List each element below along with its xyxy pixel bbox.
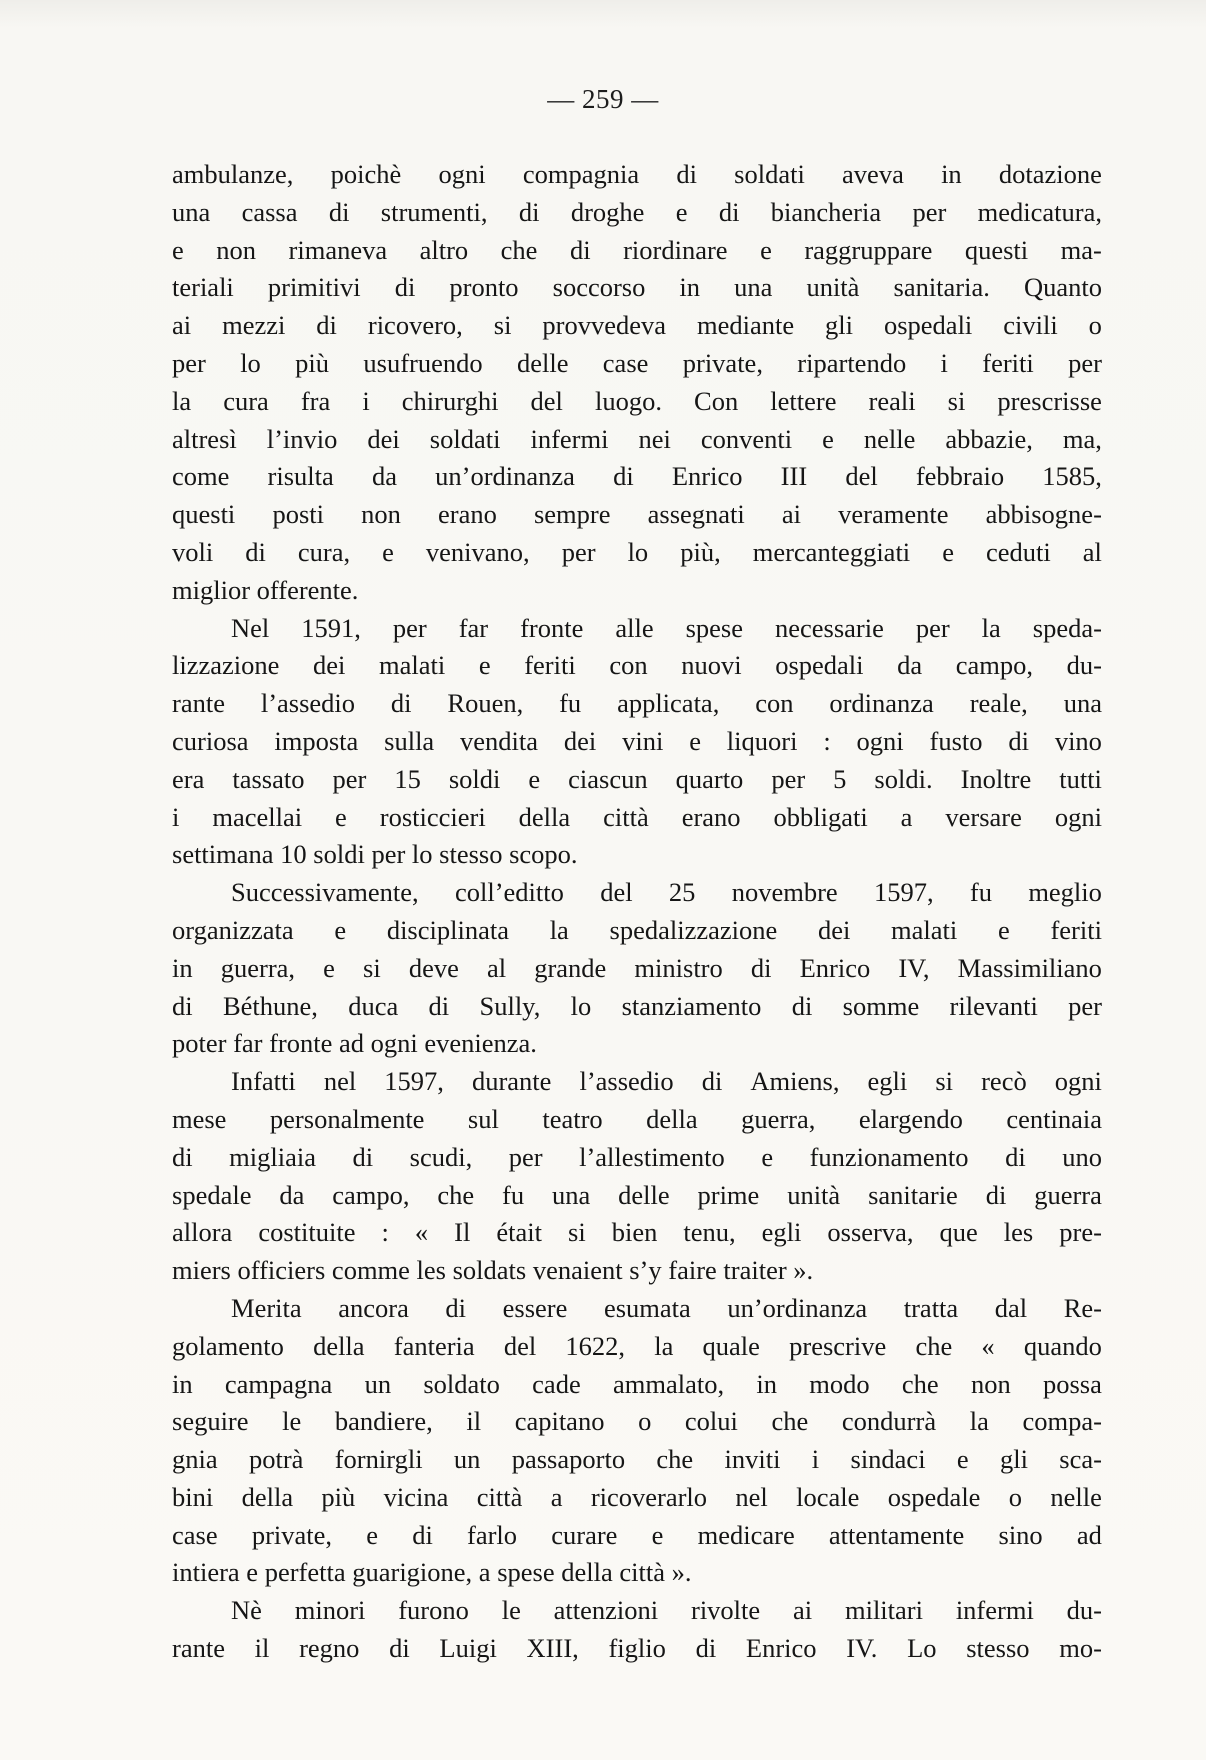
text-line: in campagna un soldato cade ammalato, in modo che non possa <box>172 1368 1102 1399</box>
text-line: intiera e perfetta guarigione, a spese della città ». <box>172 1557 692 1588</box>
text-line: questi posti non erano sempre assegnati ai veramente abbisogne- <box>172 499 1102 530</box>
text-line: e non rimaneva altro che di riordinare e raggruppare questi ma- <box>172 234 1102 265</box>
text-line: per lo più usufruendo delle case private, ripartendo i feriti per <box>172 347 1102 378</box>
text-line: ambulanze, poichè ogni compagnia di soldati aveva in dotazione <box>172 159 1102 189</box>
text-line: miglior offerente. <box>172 574 359 605</box>
text-line: seguire le bandiere, il capitano o colui che condurrà la compa- <box>172 1406 1102 1437</box>
text-line: poter far fronte ad ogni evenienza. <box>172 1028 537 1059</box>
text-line: come risulta da un’ordinanza di Enrico III del febbraio 1585, <box>172 461 1102 492</box>
text-line: Infatti nel 1597, durante l’assedio di Amiens, egli si recò ogni <box>231 1066 1102 1097</box>
text-line: di Béthune, duca di Sully, lo stanziamento di somme rilevanti per <box>172 990 1102 1021</box>
text-line: Nè minori furono le attenzioni rivolte ai militari infermi du- <box>231 1595 1102 1626</box>
text-line: case private, e di farlo curare e medicare attentamente sino ad <box>172 1519 1102 1550</box>
text-line: Successivamente, coll’editto del 25 novembre 1597, fu meglio <box>231 877 1102 908</box>
text-line: teriali primitivi di pronto soccorso in una unità sanitaria. Quanto <box>172 272 1102 303</box>
text-line: golamento della fanteria del 1622, la quale prescrive che « quando <box>172 1330 1102 1361</box>
text-line: settimana 10 soldi per lo stesso scopo. <box>172 839 578 870</box>
text-line: altresì l’invio dei soldati infermi nei conventi e nelle abbazie, ma, <box>172 423 1102 454</box>
text-line: la cura fra i chirurghi del luogo. Con lettere reali si prescrisse <box>172 385 1102 416</box>
text-line: rante il regno di Luigi XIII, figlio di Enrico IV. Lo stesso mo- <box>172 1633 1102 1664</box>
body-text <box>172 156 1102 1668</box>
text-line: ai mezzi di ricovero, si provvedeva mediante gli ospedali civili o <box>172 310 1102 341</box>
text-line: di migliaia di scudi, per l’allestimento e funzionamento di uno <box>172 1141 1102 1172</box>
text-line: mese personalmente sul teatro della guerra, elargendo centinaia <box>172 1103 1102 1134</box>
text-line: allora costituite : « Il était si bien tenu, egli osserva, que les pre- <box>172 1217 1102 1248</box>
text-line: miers officiers comme les soldats venaient s’y faire traiter ». <box>172 1255 814 1286</box>
text-line: curiosa imposta sulla vendita dei vini e liquori : ogni fusto di vino <box>172 725 1102 756</box>
text-line: era tassato per 15 soldi e ciascun quarto per 5 soldi. Inoltre tutti <box>172 763 1102 794</box>
text-line: lizzazione dei malati e feriti con nuovi ospedali da campo, du- <box>172 650 1102 681</box>
text-line: voli di cura, e venivano, per lo più, mercanteggiati e ceduti al <box>172 536 1102 567</box>
text-line: i macellai e rosticcieri della città erano obbligati a versare ogni <box>172 801 1102 832</box>
text-line: Nel 1591, per far fronte alle spese necessarie per la speda- <box>231 612 1102 643</box>
text-line: Merita ancora di essere esumata un’ordinanza tratta dal Re- <box>231 1292 1102 1323</box>
text-line: in guerra, e si deve al grande ministro di Enrico IV, Massimiliano <box>172 952 1102 983</box>
page-number: — 259 — <box>547 84 659 114</box>
text-line: gnia potrà fornirgli un passaporto che inviti i sindaci e gli sca- <box>172 1444 1102 1475</box>
text-line: spedale da campo, che fu una delle prime unità sanitarie di guerra <box>172 1179 1102 1210</box>
text-line: organizzata e disciplinata la spedalizzazione dei malati e feriti <box>172 914 1102 945</box>
text-line: bini della più vicina città a ricoverarlo nel locale ospedale o nelle <box>172 1481 1102 1512</box>
text-line: rante l’assedio di Rouen, fu applicata, con ordinanza reale, una <box>172 688 1102 719</box>
text-line: una cassa di strumenti, di droghe e di biancheria per medicatura, <box>172 196 1102 227</box>
